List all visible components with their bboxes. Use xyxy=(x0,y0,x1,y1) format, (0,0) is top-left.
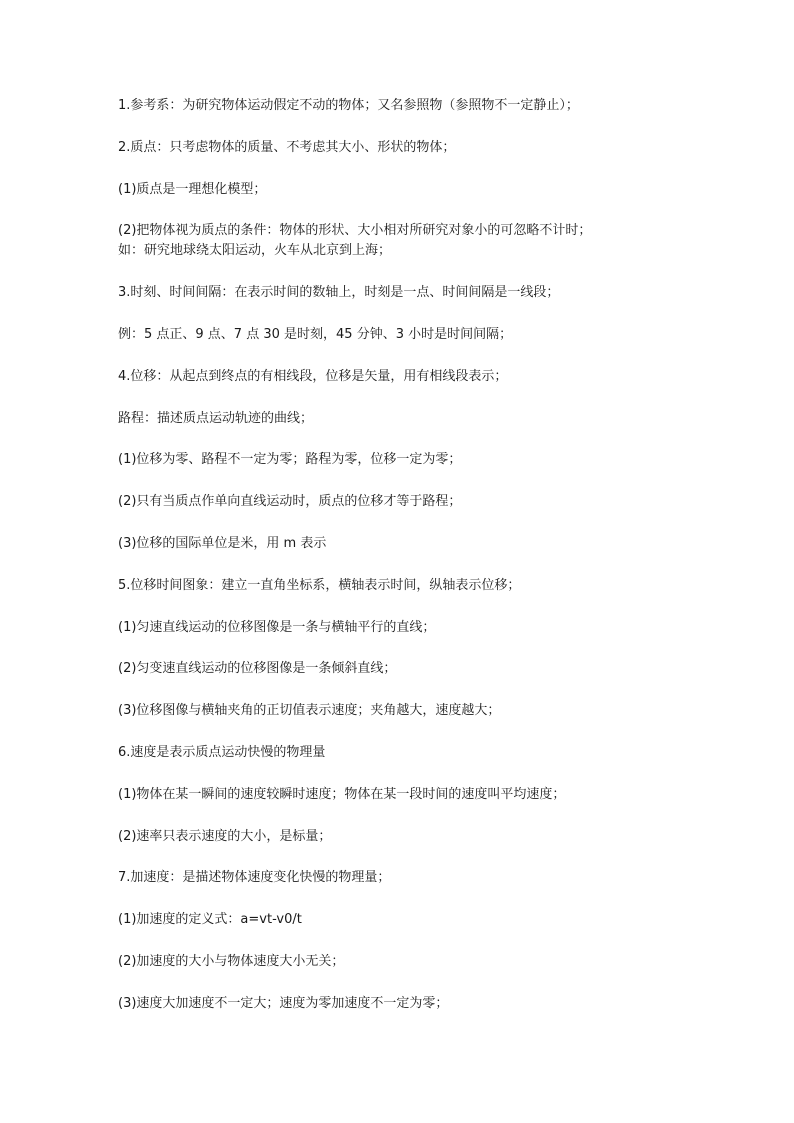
line-text: 7.加速度：是描述物体速度变化快慢的物理量； xyxy=(118,870,391,886)
paragraph-acceleration-independent xyxy=(118,952,678,972)
paragraph-moment-interval xyxy=(118,283,678,303)
line-text: 6.速度是表示质点运动快慢的物理量 xyxy=(118,744,326,760)
paragraph-reference-frame xyxy=(118,96,678,116)
line-text: 如：研究地球绕太阳运动，火车从北京到上海； xyxy=(118,243,392,259)
line-text: (1)质点是一理想化模型； xyxy=(118,181,267,197)
line-text: 2.质点：只考虑物体的质量、不考虑其大小、形状的物体； xyxy=(118,139,456,155)
paragraph-time-example xyxy=(118,325,678,345)
line-text: 4.位移：从起点到终点的有相线段，位移是矢量，用有相线段表示； xyxy=(118,368,508,384)
paragraph-velocity xyxy=(118,743,678,763)
line-text: (1)加速度的定义式：a=vt-v0/t xyxy=(118,912,302,928)
line-text: 例：5 点正、9 点、7 点 30 是时刻，45 分钟、3 小时是时间间隔； xyxy=(118,326,513,342)
paragraph-accelerated-motion-graph xyxy=(118,659,678,679)
document-body xyxy=(118,96,678,1014)
line-text: (2)只有当质点作单向直线运动时，质点的位移才等于路程； xyxy=(118,494,462,510)
paragraph-speed-scalar xyxy=(118,827,678,847)
paragraph-displacement-time-graph xyxy=(118,576,678,596)
paragraph-particle xyxy=(118,138,678,158)
line-text: (1)物体在某一瞬间的速度较瞬时速度；物体在某一段时间的速度叫平均速度； xyxy=(118,786,566,802)
paragraph-uniform-motion-graph xyxy=(118,618,678,638)
paragraph-graph-slope xyxy=(118,701,678,721)
line-text: (2)匀变速直线运动的位移图像是一条倾斜直线； xyxy=(118,661,397,677)
paragraph-particle-condition xyxy=(118,221,678,261)
paragraph-particle-ideal-model xyxy=(118,180,678,200)
paragraph-acceleration-notes xyxy=(118,994,678,1014)
paragraph-displacement-unit xyxy=(118,534,678,554)
line-text: (2)把物体视为质点的条件：物体的形状、大小相对所研究对象小的可忽略不计时； xyxy=(118,223,592,239)
paragraph-instant-average-velocity xyxy=(118,785,678,805)
paragraph-acceleration-formula xyxy=(118,910,678,930)
paragraph-acceleration xyxy=(118,868,678,888)
paragraph-path xyxy=(118,409,678,429)
paragraph-displacement-equals-path xyxy=(118,492,678,512)
line-text: (2)速率只表示速度的大小，是标量； xyxy=(118,828,332,844)
paragraph-displacement xyxy=(118,367,678,387)
line-text: 3.时刻、时间间隔：在表示时间的数轴上，时刻是一点、时间间隔是一线段； xyxy=(118,285,560,301)
line-text: 5.位移时间图象：建立一直角坐标系，横轴表示时间，纵轴表示位移； xyxy=(118,577,521,593)
paragraph-displacement-zero xyxy=(118,450,678,470)
line-text: (3)速度大加速度不一定大；速度为零加速度不一定为零； xyxy=(118,995,449,1011)
line-text: 路程：描述质点运动轨迹的曲线； xyxy=(118,410,314,426)
line-text: (3)位移图像与横轴夹角的正切值表示速度；夹角越大，速度越大； xyxy=(118,703,501,719)
line-text: (3)位移的国际单位是米，用 m 表示 xyxy=(118,535,327,551)
line-text: (1)匀速直线运动的位移图像是一条与横轴平行的直线； xyxy=(118,619,436,635)
line-text: (1)位移为零、路程不一定为零；路程为零，位移一定为零； xyxy=(118,452,462,468)
line-text: 1.参考系：为研究物体运动假定不动的物体；又名参照物（参照物不一定静止）； xyxy=(118,98,579,113)
line-text: (2)加速度的大小与物体速度大小无关； xyxy=(118,953,345,969)
